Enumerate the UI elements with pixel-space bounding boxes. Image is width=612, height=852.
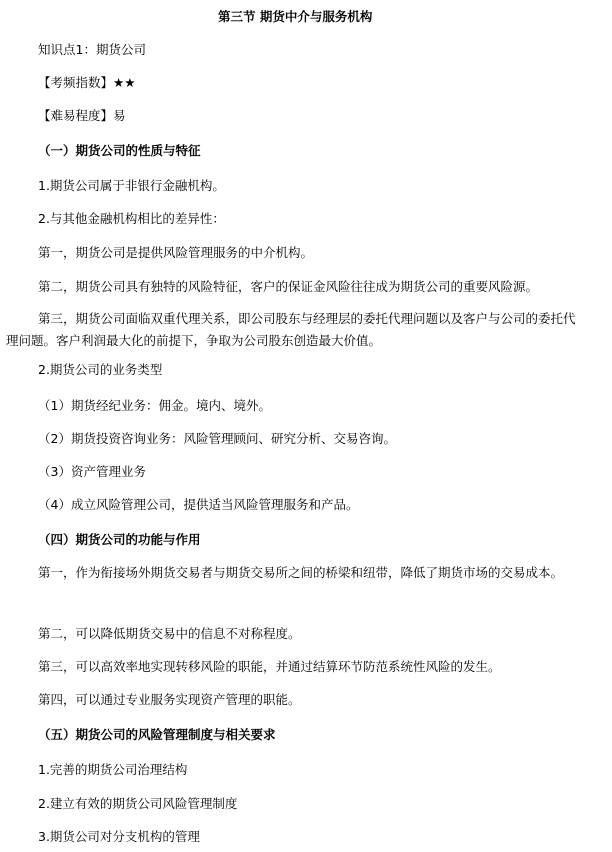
business-type-item: （1）期货经纪业务：佣金。境内、境外。 <box>38 398 271 413</box>
business-type-item: （3）资产管理业务 <box>38 464 146 479</box>
section1-paragraph: 1.期货公司属于非银行金融机构。 <box>38 178 225 193</box>
section4-paragraph: 第四，可以通过专业服务实现资产管理的职能。 <box>38 692 301 707</box>
page-title: 第三节 期货中介与服务机构 <box>218 9 373 24</box>
section1-paragraph: 第二，期货公司具有独特的风险特征，客户的保证金风险往往成为期货公司的重要风险源。 <box>38 279 539 294</box>
section1-paragraph: 第一，期货公司是提供风险管理服务的中介机构。 <box>38 245 314 260</box>
section5-heading: （五）期货公司的风险管理制度与相关要求 <box>38 727 276 742</box>
section4-paragraph: 第一，作为衔接场外期货交易者与期货交易所之间的桥梁和纽带，降低了期货市场的交易成本。 <box>38 565 564 580</box>
difficulty-level: 【难易程度】易 <box>38 108 126 123</box>
section4-paragraph: 第三，可以高效率地实现转移风险的职能，并通过结算环节防范系统性风险的发生。 <box>38 659 501 674</box>
section1-heading: （一）期货公司的性质与特征 <box>38 143 201 158</box>
business-type-item: （4）成立风险管理公司，提供适当风险管理服务和产品。 <box>38 497 359 512</box>
frequency-stars: ★★ <box>113 75 136 90</box>
knowledge-point: 知识点1：期货公司 <box>38 42 146 57</box>
section1-paragraph: 第三，期货公司面临双重代理关系，即公司股东与经理层的委托代理问题以及客户与公司的委托代理问题。客户利润最大化的前提下，争取为公司股东创造最大价值。 <box>6 311 576 348</box>
risk-management-item: 2.建立有效的期货公司风险管理制度 <box>38 796 238 811</box>
section4-heading: （四）期货公司的功能与作用 <box>38 532 201 547</box>
risk-management-item: 1.完善的期货公司治理结构 <box>38 762 188 777</box>
section4-paragraph: 第二，可以降低期货交易中的信息不对称程度。 <box>38 626 301 641</box>
risk-management-item: 3.期货公司对分支机构的管理 <box>38 829 200 844</box>
business-type-item: （2）期货投资咨询业务：风险管理顾问、研究分析、交易咨询。 <box>38 431 396 446</box>
section1-paragraph: 2.与其他金融机构相比的差异性： <box>38 211 225 226</box>
section2-heading: 2.期货公司的业务类型 <box>38 362 163 377</box>
frequency-label: 【考频指数】 <box>38 75 114 90</box>
frequency-index <box>38 74 135 91</box>
